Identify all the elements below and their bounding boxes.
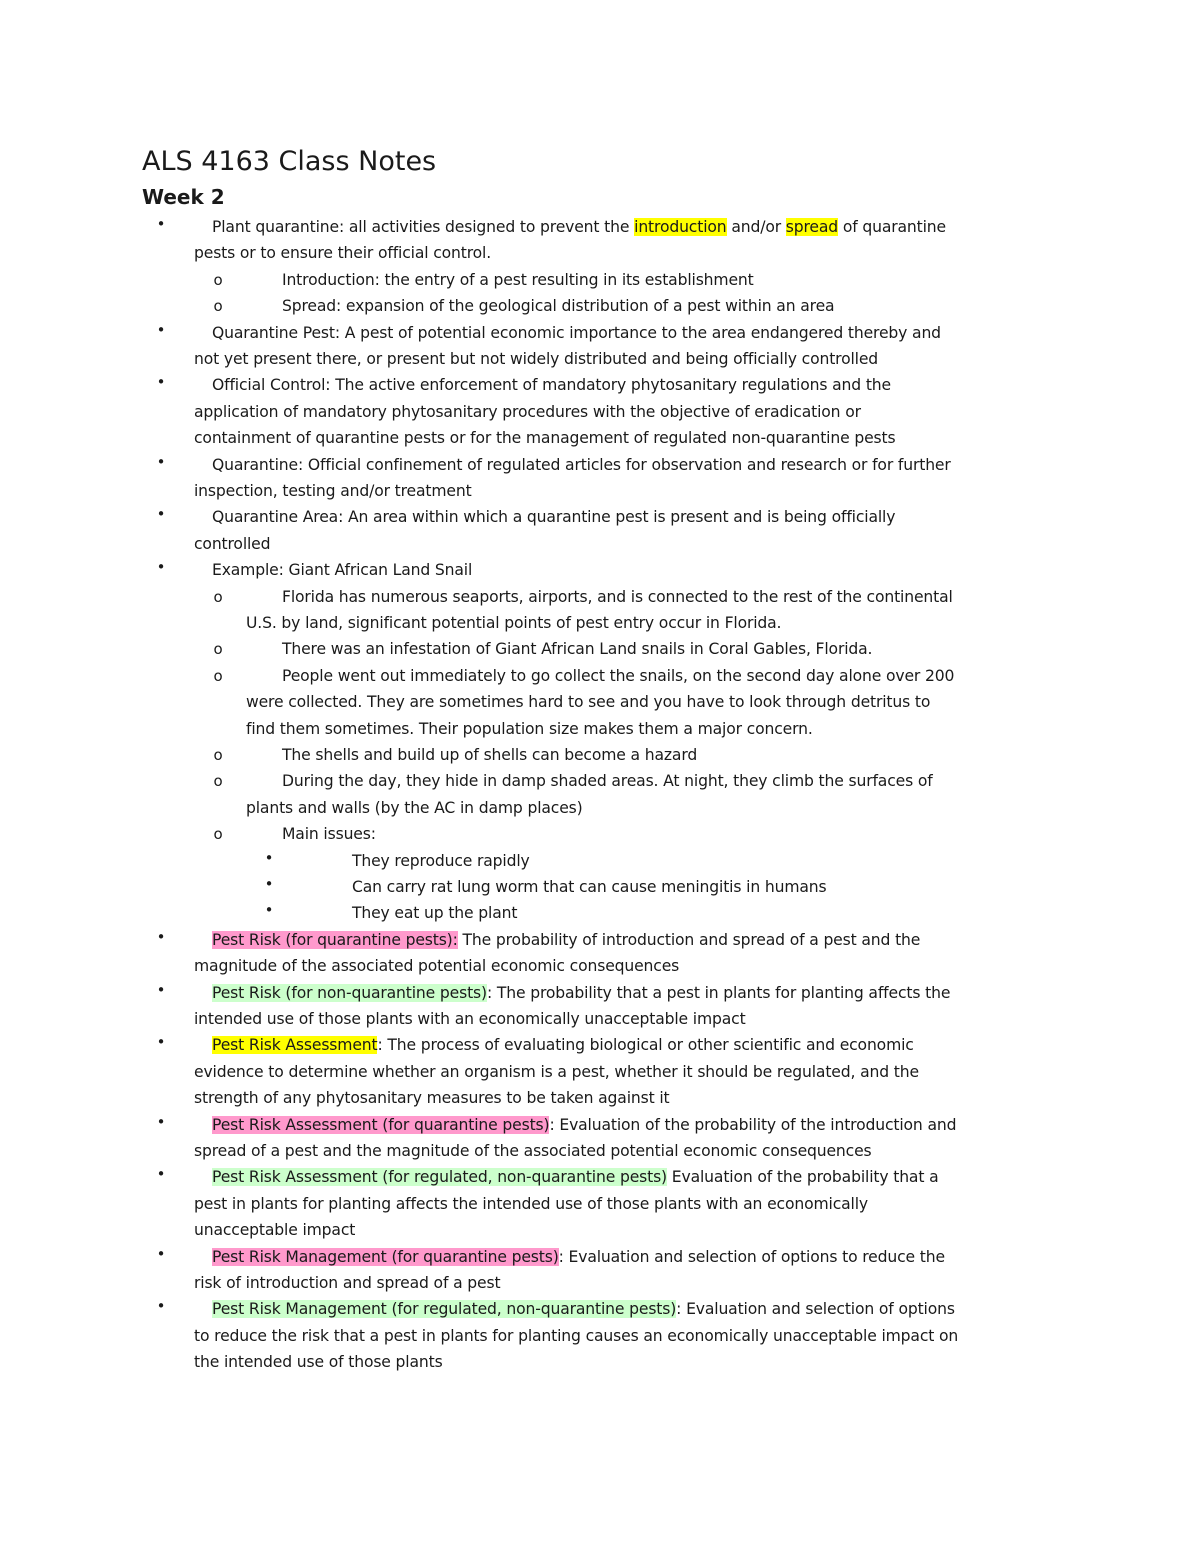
list-item-text xyxy=(212,504,895,531)
circle-bullet-icon: o xyxy=(213,640,223,659)
bullet-icon: • xyxy=(156,215,166,233)
list-item xyxy=(0,636,1200,663)
text-segment: Quarantine Area: An area within which a quarantine pest is present and is being officially xyxy=(212,508,896,527)
text-segment: magnitude of the associated potential economic consequences xyxy=(194,957,680,976)
list-item xyxy=(0,663,1200,690)
document-title: ALS 4163 Class Notes xyxy=(142,146,437,177)
list-item-continuation xyxy=(0,1006,1200,1033)
list-item-text xyxy=(282,293,834,320)
text-segment: : Evaluation and selection of options to reduce the xyxy=(558,1247,945,1266)
text-segment: controlled xyxy=(194,534,271,553)
list-item-text xyxy=(246,716,813,743)
list-item-text xyxy=(194,1217,355,1244)
list-item xyxy=(0,927,1200,954)
text-segment: There was an infestation of Giant African Land snails in Coral Gables, Florida. xyxy=(282,640,873,659)
list-item-continuation xyxy=(0,610,1200,637)
list-item xyxy=(0,980,1200,1007)
text-segment: strength of any phytosanitary measures to be taken against it xyxy=(194,1089,670,1108)
list-item-text xyxy=(282,768,933,795)
text-segment: Main issues: xyxy=(282,825,376,844)
text-segment: containment of quarantine pests or for the management of regulated non-quarantine pests xyxy=(194,429,896,448)
text-segment: Introduction: the entry of a pest resulting in its establishment xyxy=(282,270,754,289)
text-segment: pest in plants for planting affects the intended use of those plants with an economically xyxy=(194,1194,868,1213)
list-item-text xyxy=(212,214,946,241)
highlighted-text: Pest Risk Assessment (for regulated, non-quarantine pests) xyxy=(212,1168,667,1187)
list-item-text xyxy=(194,1349,443,1376)
list-item-text xyxy=(212,372,891,399)
list-item-text xyxy=(352,900,517,927)
circle-bullet-icon: o xyxy=(213,772,223,791)
circle-bullet-icon: o xyxy=(213,746,223,764)
circle-bullet-icon: o xyxy=(213,270,223,289)
highlighted-text: Pest Risk Management (for quarantine pests) xyxy=(212,1247,559,1266)
list-item xyxy=(0,372,1200,399)
list-item-text xyxy=(194,1059,919,1086)
circle-bullet-icon: o xyxy=(213,666,223,685)
text-segment: The probability of introduction and spread of a pest and the xyxy=(457,930,921,949)
list-item xyxy=(0,1244,1200,1271)
highlighted-text: Pest Risk (for non-quarantine pests) xyxy=(212,983,487,1002)
list-item xyxy=(0,1296,1200,1323)
list-item-text xyxy=(352,848,530,875)
text-segment: : Evaluation of the probability of the introduction and xyxy=(549,1115,957,1134)
list-item xyxy=(0,557,1200,584)
text-segment: find them sometimes. Their population size makes them a major concern. xyxy=(246,719,813,738)
list-item-text xyxy=(246,610,781,637)
bullet-icon: • xyxy=(156,452,166,471)
list-item-text xyxy=(194,531,270,558)
list-item-text xyxy=(194,240,491,267)
list-item xyxy=(0,874,1200,901)
list-item-text xyxy=(194,478,472,505)
bullet-icon: • xyxy=(156,1165,166,1184)
list-item xyxy=(0,1164,1200,1191)
list-item xyxy=(0,900,1200,927)
list-item-continuation xyxy=(0,1059,1200,1086)
list-item-continuation xyxy=(0,425,1200,452)
bullet-icon: • xyxy=(264,848,274,867)
list-item-continuation xyxy=(0,1270,1200,1297)
text-segment: spread of a pest and the magnitude of the associated potential economic consequences xyxy=(194,1142,872,1160)
list-item-text xyxy=(194,1270,500,1297)
circle-bullet-icon: o xyxy=(213,297,223,316)
list-item-text xyxy=(212,1296,955,1323)
text-segment: Can carry rat lung worm that can cause meningitis in humans xyxy=(352,878,827,896)
text-segment: They eat up the plant xyxy=(352,904,518,923)
bullet-icon: • xyxy=(156,1033,166,1052)
list-item-text xyxy=(194,425,895,452)
section-heading: Week 2 xyxy=(142,185,225,209)
text-segment: inspection, testing and/or treatment xyxy=(194,482,472,500)
list-item-text xyxy=(194,1191,868,1218)
list-item xyxy=(0,821,1200,848)
list-item-continuation xyxy=(0,1349,1200,1376)
text-segment: pests or to ensure their official control. xyxy=(194,244,492,263)
text-segment: not yet present there, or present but not widely distributed and being officially controlled xyxy=(194,350,879,368)
text-segment: to reduce the risk that a pest in plants for planting causes an economically unacceptable impact on xyxy=(194,1326,959,1345)
text-segment: risk of introduction and spread of a pest xyxy=(194,1274,501,1292)
list-item-text xyxy=(194,346,878,373)
list-item-text xyxy=(282,636,872,663)
text-segment: Example: Giant African Land Snail xyxy=(212,561,473,580)
list-item-text xyxy=(212,1164,939,1191)
text-segment: Plant quarantine: all activities designed to prevent the xyxy=(212,218,635,236)
list-item-continuation xyxy=(0,1191,1200,1218)
list-item-continuation xyxy=(0,1085,1200,1112)
list-item-text xyxy=(194,953,679,980)
list-item-text xyxy=(282,663,954,690)
text-segment: application of mandatory phytosanitary procedures with the objective of eradication or xyxy=(194,402,861,421)
list-item-continuation xyxy=(0,689,1200,716)
list-item-continuation xyxy=(0,1323,1200,1350)
bullet-icon: • xyxy=(156,927,166,946)
list-item-text xyxy=(212,557,472,584)
bullet-icon: • xyxy=(156,1244,166,1263)
list-item xyxy=(0,584,1200,611)
list-item xyxy=(0,214,1200,241)
list-item xyxy=(0,293,1200,320)
list-item-text xyxy=(194,1085,670,1112)
list-item-text xyxy=(194,399,861,426)
list-item xyxy=(0,1032,1200,1059)
list-item xyxy=(0,452,1200,479)
list-item-continuation xyxy=(0,478,1200,505)
bullet-icon: • xyxy=(156,1112,166,1131)
bullet-icon: • xyxy=(156,373,166,392)
bullet-icon: • xyxy=(156,980,166,999)
bullet-icon: • xyxy=(156,505,166,524)
text-segment: unacceptable impact xyxy=(194,1221,356,1240)
highlighted-text: Pest Risk Assessment (for quarantine pests) xyxy=(212,1115,550,1134)
highlighted-text: Pest Risk Management (for regulated, non-quarantine pests) xyxy=(212,1300,677,1319)
list-item xyxy=(0,768,1200,795)
list-item-continuation xyxy=(0,1138,1200,1165)
list-item-text xyxy=(212,320,941,347)
list-item-continuation xyxy=(0,795,1200,822)
text-segment: Quarantine: Official confinement of regulated articles for observation and research or for further xyxy=(212,455,951,474)
text-segment: and/or xyxy=(726,218,786,236)
highlighted-text: introduction xyxy=(634,218,727,236)
list-item xyxy=(0,848,1200,875)
text-segment: Florida has numerous seaports, airports, and is connected to the rest of the continental xyxy=(282,587,953,606)
list-item-text xyxy=(212,1244,945,1271)
list-item-text xyxy=(282,821,376,848)
bullet-icon: • xyxy=(156,320,166,339)
text-segment: : The probability that a pest in plants for planting affects the xyxy=(486,983,951,1002)
text-segment: Evaluation of the probability that a xyxy=(667,1168,939,1187)
highlighted-text: Pest Risk (for quarantine pests): xyxy=(212,930,458,949)
text-segment: U.S. by land, significant potential points of pest entry occur in Florida. xyxy=(246,614,782,632)
highlighted-text: spread xyxy=(785,218,839,236)
list-item-text xyxy=(212,1032,914,1059)
text-segment: of quarantine xyxy=(838,218,946,236)
list-item-continuation xyxy=(0,953,1200,980)
list-item-text xyxy=(246,689,930,716)
list-item-text xyxy=(282,267,754,294)
text-segment: plants and walls (by the AC in damp places) xyxy=(246,798,583,817)
list-item-text xyxy=(352,874,826,901)
list-item-text xyxy=(194,1138,872,1165)
text-segment: During the day, they hide in damp shaded areas. At night, they climb the surfaces of xyxy=(282,772,933,791)
list-item-continuation xyxy=(0,399,1200,426)
text-segment: The shells and build up of shells can become a hazard xyxy=(282,746,698,764)
text-segment: Quarantine Pest: A pest of potential economic importance to the area endangered thereby and xyxy=(212,323,941,342)
text-segment: were collected. They are sometimes hard to see and you have to look through detritus to xyxy=(246,693,931,712)
list-item xyxy=(0,1112,1200,1139)
text-segment: evidence to determine whether an organism is a pest, whether it should be regulated, and the xyxy=(194,1062,919,1081)
text-segment: They reproduce rapidly xyxy=(352,851,530,870)
bullet-icon: • xyxy=(156,558,166,577)
text-segment: Official Control: The active enforcement of mandatory phytosanitary regulations and the xyxy=(212,376,891,395)
list-item-text xyxy=(212,980,950,1007)
list-item-text xyxy=(194,1006,746,1033)
list-item-continuation xyxy=(0,531,1200,558)
list-item-text xyxy=(212,927,920,954)
list-item-continuation xyxy=(0,716,1200,743)
highlighted-text: Pest Risk Assessment xyxy=(212,1036,378,1055)
bullet-icon: • xyxy=(264,875,274,893)
list-item-continuation xyxy=(0,346,1200,373)
bullet-icon: • xyxy=(264,901,274,920)
text-segment: Spread: expansion of the geological distribution of a pest within an area xyxy=(282,297,835,316)
text-segment: the intended use of those plants xyxy=(194,1353,443,1372)
list-item-text xyxy=(212,1112,956,1139)
text-segment: intended use of those plants with an economically unacceptable impact xyxy=(194,1010,746,1028)
list-item-text xyxy=(282,742,697,769)
list-item xyxy=(0,267,1200,294)
list-item xyxy=(0,742,1200,769)
circle-bullet-icon: o xyxy=(213,825,223,844)
list-item-text xyxy=(194,1323,958,1350)
list-item-text xyxy=(282,584,953,611)
bullet-icon: • xyxy=(156,1297,166,1316)
text-segment: People went out immediately to go collect the snails, on the second day alone over 200 xyxy=(282,666,955,685)
list-item xyxy=(0,320,1200,347)
list-item-continuation xyxy=(0,1217,1200,1244)
text-segment: : The process of evaluating biological or other scientific and economic xyxy=(377,1036,914,1055)
list-item-text xyxy=(246,795,583,822)
circle-bullet-icon: o xyxy=(213,587,223,606)
list-item-text xyxy=(212,452,951,479)
text-segment: : Evaluation and selection of options xyxy=(676,1300,955,1319)
list-item xyxy=(0,504,1200,531)
list-item-continuation xyxy=(0,240,1200,267)
